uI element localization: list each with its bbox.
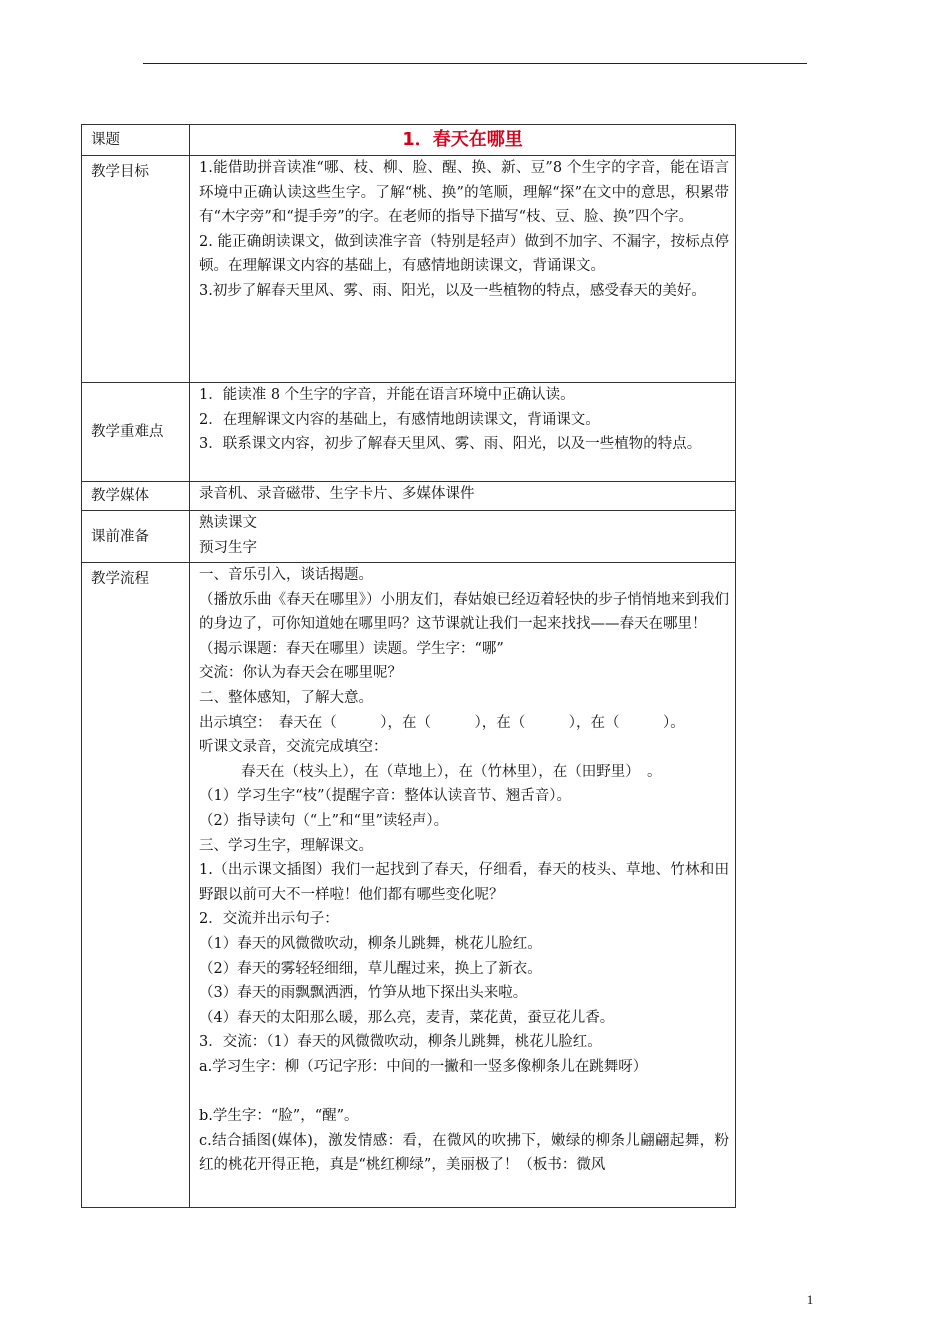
key-point-item: 1．能读准 8 个生字的字音，并能在语言环境中正确认读。 (199, 387, 575, 403)
goals-row (82, 156, 736, 383)
process-line: 3．交流：（1）春天的风微微吹动，柳条儿跳舞，桃花儿脸红。 (199, 1034, 602, 1051)
process-line: 交流：你认为春天会在哪里呢？ (199, 665, 402, 682)
process-line: （播放乐曲《春天在哪里》）小朋友们，春姑娘已经迈着轻快的步子悄悄地来到我们的身边了，可你知道她在哪里吗？这节课就让我们一起来找找——春天在哪里！ (199, 591, 729, 633)
key-points-row (82, 383, 736, 482)
process-line: （3）春天的雨飘飘洒洒，竹笋从地下探出头来啦。 (199, 985, 528, 1002)
process-content (190, 563, 736, 1208)
process-line: 听课文录音，交流完成填空： (199, 739, 388, 756)
key-point-item: 2．在理解课文内容的基础上，有感情地朗读课文，背诵课文。 (199, 411, 600, 428)
header-rule (143, 63, 807, 64)
prep-content (190, 511, 736, 563)
goal-item: 2. 能正确朗读课文，做到读准字音（特别是轻声）做到不加字、不漏字，按标点停顿。在理解课文内容的基础上，有感情地朗读课文，背诵课文。 (199, 233, 729, 275)
process-label: 教学流程 (82, 563, 190, 1208)
goals-content (190, 156, 736, 383)
key-points-label: 教学重难点 (82, 383, 190, 482)
prep-row (82, 511, 736, 563)
media-content: 录音机、录音磁带、生字卡片、多媒体课件 (190, 482, 736, 511)
prep-item: 熟读课文 (199, 515, 257, 531)
page-number: 1 (806, 1292, 814, 1307)
prep-item: 预习生字 (199, 539, 257, 556)
goals-label: 教学目标 (82, 156, 190, 383)
key-points-content (190, 383, 736, 482)
key-point-item: 3．联系课文内容，初步了解春天里风、雾、雨、阳光，以及一些植物的特点。 (199, 436, 702, 453)
goal-item: 3.初步了解春天里风、雾、雨、阳光，以及一些植物的特点，感受春天的美好。 (199, 282, 706, 299)
media-row (82, 482, 736, 511)
process-line: 二、整体感知，了解大意。 (199, 689, 373, 706)
process-line: b.学生字：“脸”，“醒”。 (199, 1108, 359, 1125)
process-line: （2）春天的雾轻轻细细，草儿醒过来，换上了新衣。 (199, 960, 542, 977)
prep-label: 课前准备 (82, 511, 190, 563)
process-row (82, 563, 736, 1208)
process-line: c.结合插图(媒体)，激发情感：看，在微风的吹拂下，嫩绿的柳条儿翩翩起舞，粉红的桃花开得正艳，真是“桃红柳绿”，美丽极了！（板书：微风 (199, 1132, 729, 1174)
goal-item: 1.能借助拼音读准“哪、枝、柳、脸、醒、换、新、豆”8 个生字的字音，能在语言环境中正确认读这些生字。了解“桃、换”的笔顺，理解“探”在文中的意思，积累带有“木字旁”和“提手旁”的字。在老师的指导下描写“枝、豆、脸、换”四个字。 (199, 160, 729, 226)
process-line: 春天在（枝头上），在（草地上），在（竹林里），在（田野里） 。 (241, 763, 662, 780)
process-line: （1）春天的风微微吹动，柳条儿跳舞，桃花儿脸红。 (199, 935, 542, 952)
lesson-plan-table (81, 124, 736, 1208)
media-label: 教学媒体 (82, 482, 190, 511)
process-line: （2）指导读句（“上”和“里”读轻声）。 (199, 812, 449, 829)
process-line: a.学习生字：柳（巧记字形：中间的一撇和一竖多像柳条儿在跳舞呀） (199, 1058, 648, 1075)
process-line: （揭示课题：春天在哪里）读题。学生字：“哪” (199, 640, 504, 657)
process-line: 三、学习生字，理解课文。 (199, 837, 373, 854)
lesson-title: 1．春天在哪里 (190, 125, 736, 156)
process-line: 1.（出示课文插图）我们一起找到了春天，仔细看，春天的枝头、草地、竹林和田野跟以前可大不一样啦！他们都有哪些变化呢？ (199, 862, 729, 903)
process-line: 2．交流并出示句子： (199, 911, 339, 928)
title-row (82, 125, 736, 156)
title-label: 课题 (82, 125, 190, 156)
process-line: 一、音乐引入，谈话揭题。 (199, 567, 373, 583)
spacer (199, 1079, 729, 1104)
process-line: 出示填空： 春天在（ ），在（ ），在（ ），在（ ）。 (199, 714, 685, 731)
process-line: （1）学习生字“枝”（提醒字音：整体认读音节、翘舌音）。 (199, 788, 572, 805)
process-line: （4）春天的太阳那么暖，那么亮，麦青，菜花黄，蚕豆花儿香。 (199, 1009, 615, 1026)
